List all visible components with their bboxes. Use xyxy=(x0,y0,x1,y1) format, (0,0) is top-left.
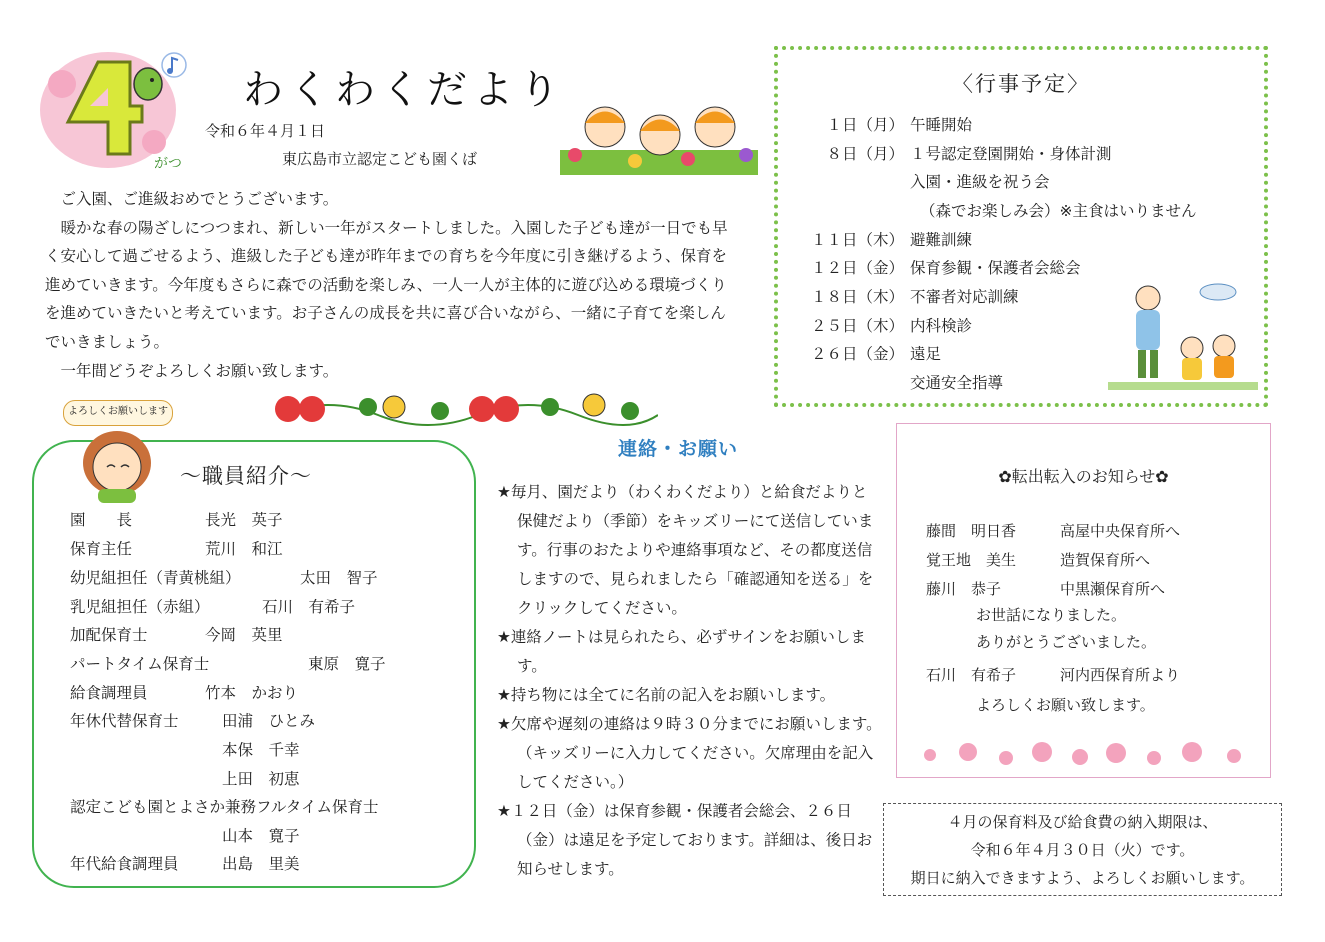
request-item: ★連絡ノートは見られたら、必ずサインをお願いします。 xyxy=(497,628,866,675)
month-suffix: がつ xyxy=(154,156,182,172)
request-item: ★持ち物には全てに名前の記入をお願いします。 xyxy=(497,686,836,704)
event-name: １号認定登園開始・身体計測 xyxy=(910,145,1112,163)
event-name: 不審者対応訓練 xyxy=(910,288,1019,306)
staff-role: 年休代替保育士 xyxy=(70,712,179,730)
issue-date: 令和６年４月１日 xyxy=(205,122,326,140)
transfer-staff-name: 藤間 明日香 xyxy=(926,522,1017,540)
event-date: ８日（月） xyxy=(826,145,904,163)
intro-paragraph: 暖かな春の陽ざしにつつまれ、新しい一年がスタートしました。入園した子ども達が一日でも早く安心して過ごせるよう、進級した子ども達が昨年までの育ちを今年度に引き継げるよう、保育を進めていきます。今年度もさらに森での活動を楽しみ、一人一人が主体的に遊び込める環境づくりを進めていきたいと考えています。お子さんの成長を共に喜び合いながら、一緒に子育てを楽しんでいきましょう。 xyxy=(45,218,728,351)
staff-role: 年代給食調理員 xyxy=(70,855,179,873)
fee-line: 期日に納入できますよう、よろしくお願いします。 xyxy=(910,869,1255,887)
transfer-notice-title: ✿転出転入のお知らせ✿ xyxy=(998,467,1169,486)
staff-name: 太田 智子 xyxy=(300,569,378,587)
staff-role: 給食調理員 xyxy=(70,684,148,702)
event-name: 交通安全指導 xyxy=(910,374,1004,392)
staff-name: 荒川 和江 xyxy=(205,540,283,558)
staff-introduction-title: ～職員紹介～ xyxy=(180,464,312,488)
contact-section-title: 連絡・お願い xyxy=(618,438,739,460)
event-date: １日（月） xyxy=(826,116,904,134)
staff-name: 出島 里美 xyxy=(222,855,300,873)
staff-name: 田浦 ひとみ xyxy=(222,712,316,730)
transfer-destination: 河内西保育所より xyxy=(1060,666,1181,684)
teacher-illustration xyxy=(76,425,158,503)
newsletter-title: わくわくだより xyxy=(243,67,565,113)
staff-name: 今岡 英里 xyxy=(205,626,283,644)
staff-role: 園 長 xyxy=(70,511,133,529)
event-name: 午睡開始 xyxy=(910,116,973,134)
staff-name: 本保 千幸 xyxy=(222,741,300,759)
request-item: ★毎月、園だより（わくわくだより）と給食だよりと保健だより（季節）をキッズリーにて送信しています。行事のおたよりや連絡事項など、その都度送信しますので、見られましたら「確認通知を送る」をクリックしてください。 xyxy=(497,483,874,617)
intro-message xyxy=(45,185,735,385)
event-date: １２日（金） xyxy=(810,259,904,277)
event-date: １８日（木） xyxy=(810,288,904,306)
event-date: ２５日（木） xyxy=(810,317,904,335)
request-item: ★１２日（金）は保育参観・保護者会総会、２６日（金）は遠足を予定しております。詳細は、後日お知らせします。 xyxy=(497,802,873,878)
fee-line: 令和６年４月３０日（火）です。 xyxy=(970,841,1195,859)
staff-name: 上田 初恵 xyxy=(222,770,300,788)
staff-name: 石川 有希子 xyxy=(262,598,356,616)
staff-role: パートタイム保育士 xyxy=(70,655,210,673)
staff-name: 長光 英子 xyxy=(205,511,283,529)
fee-payment-notice xyxy=(883,803,1282,896)
staff-role: 幼児組担任（青黄桃組） xyxy=(70,569,241,587)
event-name: 保育参観・保護者会総会 xyxy=(910,259,1081,277)
request-item: ★欠席や遅刻の連絡は９時３０分までにお願いします。（キッズリーに入力してください。欠席理由を記入してください。） xyxy=(497,715,882,791)
school-name: 東広島市立認定こども園くば xyxy=(282,150,478,168)
transfer-staff-name: 石川 有希子 xyxy=(926,666,1017,684)
transfer-destination: 造賀保育所へ xyxy=(1060,551,1151,569)
kids-flowers-illustration xyxy=(560,95,758,175)
greeting-speech-bubble: よろしくお願いします xyxy=(63,400,173,426)
staff-name: 東原 寛子 xyxy=(308,655,386,673)
staff-name: 山本 寛子 xyxy=(222,827,300,845)
staff-name: 竹本 かおり xyxy=(205,684,299,702)
intro-paragraph: ご入園、ご進級おめでとうございます。 xyxy=(60,190,339,208)
event-schedule-title: 〈行事予定〉 xyxy=(952,72,1090,96)
sakura-flower-border xyxy=(910,738,1260,772)
transfer-staff-name: 藤川 恭子 xyxy=(926,580,1002,598)
staff-role: 乳児組担任（赤組） xyxy=(70,598,210,616)
music-note-icon xyxy=(160,50,188,80)
strawberry-clover-border xyxy=(268,385,658,431)
event-name: 入園・進級を祝う会 xyxy=(910,173,1050,191)
staff-role: 加配保育士 xyxy=(70,626,148,644)
staff-role: 認定こども園とよさか兼務フルタイム保育士 xyxy=(70,798,379,816)
transfer-destination: お世話になりました。 xyxy=(976,606,1127,624)
event-name: 避難訓練 xyxy=(910,231,973,249)
hiking-family-illustration xyxy=(1108,278,1258,390)
event-date: １１日（木） xyxy=(810,231,904,249)
event-date: ２６日（金） xyxy=(810,345,904,363)
contact-requests xyxy=(497,478,882,884)
fee-line: ４月の保育料及び給食費の納入期限は、 xyxy=(947,813,1218,831)
transfer-notice-box xyxy=(896,423,1271,778)
transfer-destination: ありがとうございました。 xyxy=(976,633,1157,651)
transfer-destination: 中黒瀬保育所へ xyxy=(1060,580,1166,598)
event-name: （森でお楽しみ会）※主食はいりません xyxy=(920,202,1197,220)
intro-paragraph: 一年間どうぞよろしくお願い致します。 xyxy=(60,361,339,380)
event-name: 遠足 xyxy=(910,345,942,363)
transfer-staff-name: 覚王地 美生 xyxy=(926,551,1017,569)
transfer-destination: よろしくお願い致します。 xyxy=(976,696,1155,714)
event-name: 内科検診 xyxy=(910,317,973,335)
staff-role: 保育主任 xyxy=(70,540,133,558)
transfer-destination: 高屋中央保育所へ xyxy=(1060,522,1181,540)
